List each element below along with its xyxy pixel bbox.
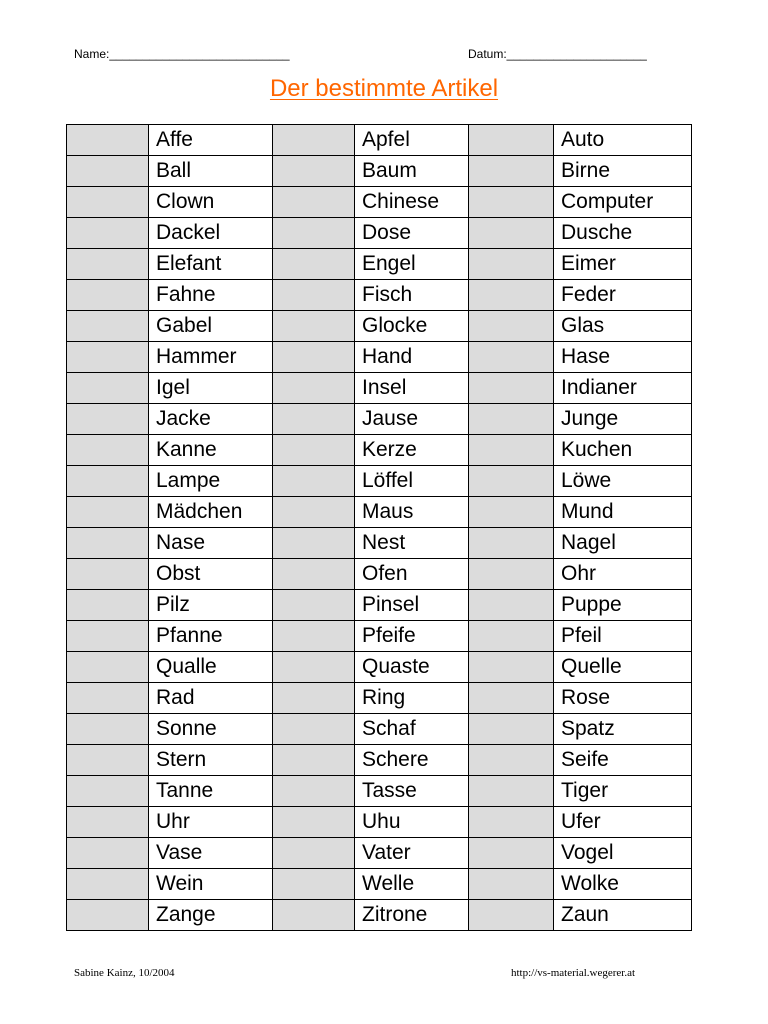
article-blank-cell	[67, 497, 149, 528]
table-row	[67, 404, 692, 435]
noun-cell: Engel	[355, 249, 469, 280]
noun-cell: Zaun	[554, 900, 692, 931]
noun-cell: Uhu	[355, 807, 469, 838]
noun-cell: Tasse	[355, 776, 469, 807]
table-row	[67, 590, 692, 621]
noun-cell: Maus	[355, 497, 469, 528]
table-row	[67, 125, 692, 156]
noun-cell: Pfanne	[149, 621, 273, 652]
noun-cell: Quelle	[554, 652, 692, 683]
article-blank-cell	[469, 745, 554, 776]
noun-cell: Zange	[149, 900, 273, 931]
article-blank-cell	[469, 280, 554, 311]
article-blank-cell	[67, 156, 149, 187]
noun-cell: Mädchen	[149, 497, 273, 528]
article-blank-cell	[67, 807, 149, 838]
article-blank-cell	[67, 652, 149, 683]
noun-cell: Ofen	[355, 559, 469, 590]
article-blank-cell	[273, 652, 355, 683]
article-blank-cell	[469, 621, 554, 652]
noun-cell: Jause	[355, 404, 469, 435]
noun-cell: Stern	[149, 745, 273, 776]
article-blank-cell	[273, 373, 355, 404]
table-row	[67, 683, 692, 714]
noun-cell: Insel	[355, 373, 469, 404]
noun-cell: Chinese	[355, 187, 469, 218]
table-row	[67, 280, 692, 311]
article-blank-cell	[469, 776, 554, 807]
noun-cell: Elefant	[149, 249, 273, 280]
noun-cell: Kuchen	[554, 435, 692, 466]
article-blank-cell	[469, 807, 554, 838]
article-blank-cell	[67, 559, 149, 590]
noun-cell: Pinsel	[355, 590, 469, 621]
noun-cell: Indianer	[554, 373, 692, 404]
noun-cell: Löffel	[355, 466, 469, 497]
article-blank-cell	[67, 218, 149, 249]
article-blank-cell	[469, 311, 554, 342]
table-row	[67, 373, 692, 404]
article-blank-cell	[273, 311, 355, 342]
table-row	[67, 621, 692, 652]
article-blank-cell	[273, 404, 355, 435]
noun-cell: Dackel	[149, 218, 273, 249]
noun-cell: Jacke	[149, 404, 273, 435]
noun-cell: Mund	[554, 497, 692, 528]
article-blank-cell	[67, 311, 149, 342]
noun-cell: Wolke	[554, 869, 692, 900]
noun-cell: Quaste	[355, 652, 469, 683]
table-row	[67, 652, 692, 683]
date-field-label: Datum:_____________________	[468, 47, 647, 61]
article-blank-cell	[67, 621, 149, 652]
noun-cell: Ufer	[554, 807, 692, 838]
article-blank-cell	[469, 156, 554, 187]
article-blank-cell	[67, 590, 149, 621]
worksheet-title: Der bestimmte Artikel	[269, 75, 499, 102]
article-blank-cell	[273, 900, 355, 931]
article-blank-cell	[469, 900, 554, 931]
noun-cell: Birne	[554, 156, 692, 187]
noun-cell: Nagel	[554, 528, 692, 559]
word-table	[66, 124, 692, 931]
article-blank-cell	[67, 249, 149, 280]
article-blank-cell	[67, 869, 149, 900]
noun-cell: Schere	[355, 745, 469, 776]
noun-cell: Affe	[149, 125, 273, 156]
article-blank-cell	[469, 528, 554, 559]
article-blank-cell	[273, 466, 355, 497]
table-row	[67, 528, 692, 559]
noun-cell: Ball	[149, 156, 273, 187]
article-blank-cell	[273, 528, 355, 559]
article-blank-cell	[67, 683, 149, 714]
noun-cell: Uhr	[149, 807, 273, 838]
article-blank-cell	[273, 280, 355, 311]
noun-cell: Fisch	[355, 280, 469, 311]
noun-cell: Löwe	[554, 466, 692, 497]
article-blank-cell	[67, 838, 149, 869]
name-field-label: Name:___________________________	[74, 47, 290, 61]
noun-cell: Glas	[554, 311, 692, 342]
article-blank-cell	[273, 156, 355, 187]
article-blank-cell	[67, 745, 149, 776]
article-blank-cell	[67, 435, 149, 466]
noun-cell: Tanne	[149, 776, 273, 807]
table-row	[67, 838, 692, 869]
noun-cell: Schaf	[355, 714, 469, 745]
noun-cell: Seife	[554, 745, 692, 776]
article-blank-cell	[469, 497, 554, 528]
noun-cell: Eimer	[554, 249, 692, 280]
article-blank-cell	[67, 187, 149, 218]
article-blank-cell	[469, 714, 554, 745]
noun-cell: Gabel	[149, 311, 273, 342]
noun-cell: Kanne	[149, 435, 273, 466]
article-blank-cell	[469, 683, 554, 714]
article-blank-cell	[469, 125, 554, 156]
article-blank-cell	[273, 435, 355, 466]
table-row	[67, 497, 692, 528]
article-blank-cell	[67, 404, 149, 435]
noun-cell: Pfeil	[554, 621, 692, 652]
article-blank-cell	[469, 590, 554, 621]
table-row	[67, 869, 692, 900]
article-blank-cell	[273, 249, 355, 280]
footer-url: http://vs-material.wegerer.at	[511, 967, 636, 979]
noun-cell: Auto	[554, 125, 692, 156]
article-blank-cell	[469, 838, 554, 869]
article-blank-cell	[67, 125, 149, 156]
table-row	[67, 435, 692, 466]
noun-cell: Sonne	[149, 714, 273, 745]
article-blank-cell	[273, 497, 355, 528]
article-blank-cell	[273, 125, 355, 156]
article-blank-cell	[67, 528, 149, 559]
article-blank-cell	[469, 435, 554, 466]
noun-cell: Apfel	[355, 125, 469, 156]
article-blank-cell	[469, 559, 554, 590]
noun-cell: Vase	[149, 838, 273, 869]
noun-cell: Hammer	[149, 342, 273, 373]
noun-cell: Dose	[355, 218, 469, 249]
noun-cell: Lampe	[149, 466, 273, 497]
noun-cell: Ring	[355, 683, 469, 714]
footer-author: Sabine Kainz, 10/2004	[74, 967, 175, 979]
article-blank-cell	[67, 466, 149, 497]
table-row	[67, 342, 692, 373]
noun-cell: Puppe	[554, 590, 692, 621]
noun-cell: Pfeife	[355, 621, 469, 652]
noun-cell: Spatz	[554, 714, 692, 745]
article-blank-cell	[67, 280, 149, 311]
article-blank-cell	[273, 838, 355, 869]
table-row	[67, 559, 692, 590]
noun-cell: Hase	[554, 342, 692, 373]
noun-cell: Feder	[554, 280, 692, 311]
noun-cell: Hand	[355, 342, 469, 373]
article-blank-cell	[273, 776, 355, 807]
noun-cell: Clown	[149, 187, 273, 218]
article-blank-cell	[469, 342, 554, 373]
table-row	[67, 900, 692, 931]
noun-cell: Kerze	[355, 435, 469, 466]
article-blank-cell	[469, 869, 554, 900]
article-blank-cell	[273, 745, 355, 776]
noun-cell: Tiger	[554, 776, 692, 807]
table-row	[67, 218, 692, 249]
noun-cell: Nase	[149, 528, 273, 559]
table-row	[67, 745, 692, 776]
article-blank-cell	[469, 249, 554, 280]
noun-cell: Fahne	[149, 280, 273, 311]
noun-cell: Obst	[149, 559, 273, 590]
table-row	[67, 714, 692, 745]
table-row	[67, 776, 692, 807]
article-blank-cell	[273, 621, 355, 652]
noun-cell: Dusche	[554, 218, 692, 249]
article-blank-cell	[67, 342, 149, 373]
article-blank-cell	[469, 187, 554, 218]
article-blank-cell	[273, 714, 355, 745]
noun-cell: Baum	[355, 156, 469, 187]
noun-cell: Igel	[149, 373, 273, 404]
article-blank-cell	[273, 807, 355, 838]
noun-cell: Vater	[355, 838, 469, 869]
noun-cell: Welle	[355, 869, 469, 900]
article-blank-cell	[67, 714, 149, 745]
table-row	[67, 156, 692, 187]
article-blank-cell	[273, 683, 355, 714]
noun-cell: Junge	[554, 404, 692, 435]
noun-cell: Rad	[149, 683, 273, 714]
table-row	[67, 249, 692, 280]
article-blank-cell	[469, 218, 554, 249]
article-blank-cell	[469, 373, 554, 404]
article-blank-cell	[273, 869, 355, 900]
article-blank-cell	[273, 342, 355, 373]
noun-cell: Glocke	[355, 311, 469, 342]
article-blank-cell	[67, 776, 149, 807]
table-row	[67, 807, 692, 838]
noun-cell: Qualle	[149, 652, 273, 683]
article-blank-cell	[67, 373, 149, 404]
article-blank-cell	[469, 466, 554, 497]
table-row	[67, 311, 692, 342]
article-blank-cell	[273, 590, 355, 621]
noun-cell: Computer	[554, 187, 692, 218]
article-blank-cell	[273, 559, 355, 590]
table-row	[67, 466, 692, 497]
article-blank-cell	[273, 187, 355, 218]
noun-cell: Pilz	[149, 590, 273, 621]
noun-cell: Nest	[355, 528, 469, 559]
table-row	[67, 187, 692, 218]
noun-cell: Vogel	[554, 838, 692, 869]
article-blank-cell	[67, 900, 149, 931]
noun-cell: Zitrone	[355, 900, 469, 931]
noun-cell: Rose	[554, 683, 692, 714]
article-blank-cell	[469, 404, 554, 435]
noun-cell: Wein	[149, 869, 273, 900]
noun-cell: Ohr	[554, 559, 692, 590]
article-blank-cell	[273, 218, 355, 249]
article-blank-cell	[469, 652, 554, 683]
